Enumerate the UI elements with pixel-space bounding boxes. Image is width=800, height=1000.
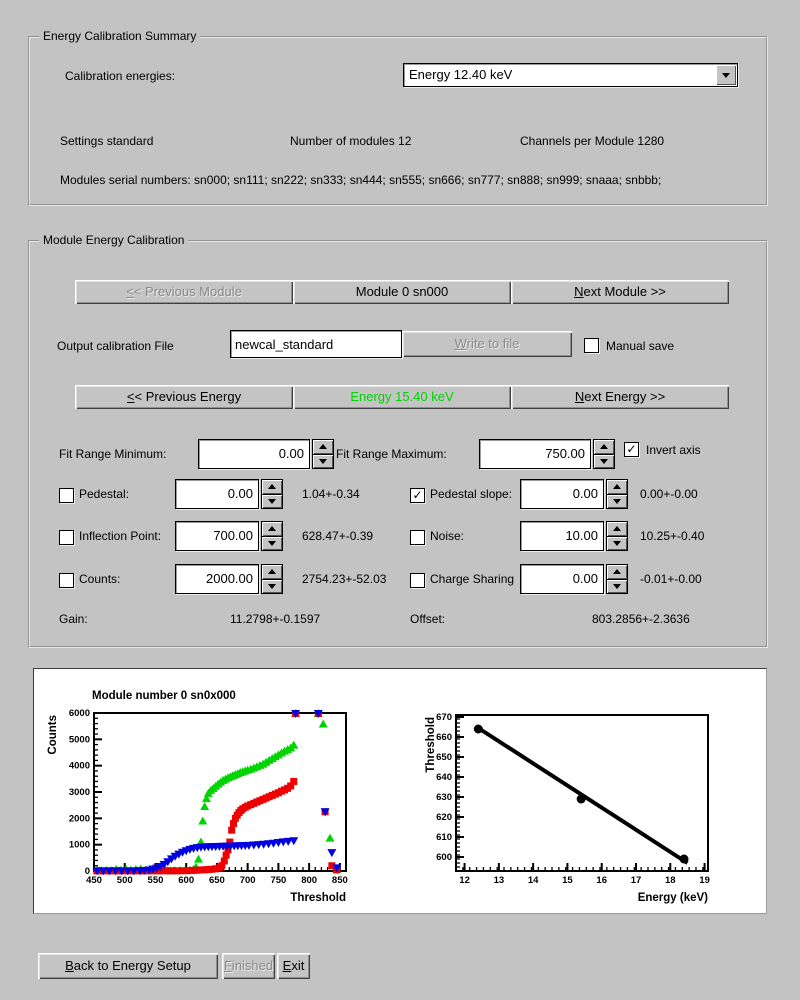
up-arrow-icon	[319, 444, 327, 449]
svg-text:620: 620	[436, 812, 452, 823]
energy-calibration-chart	[420, 679, 760, 907]
spin-value[interactable]: 0.00	[175, 479, 259, 509]
svg-text:450: 450	[86, 875, 102, 886]
svg-text:16: 16	[596, 875, 608, 886]
counts-checkbox[interactable]	[59, 573, 74, 588]
module-energy-calibration-group	[28, 233, 768, 648]
svg-text:550: 550	[147, 875, 164, 886]
svg-text:650: 650	[208, 875, 225, 886]
exit-button[interactable]: Exit	[277, 953, 310, 979]
plot-panel	[33, 668, 767, 914]
noise-label: Noise:	[430, 529, 465, 543]
down-arrow-icon	[319, 459, 327, 464]
invert-axis-label: Invert axis	[646, 443, 701, 457]
counts-label: Counts:	[79, 572, 121, 586]
next-energy-button[interactable]: Next Energy >>	[511, 385, 729, 409]
inflection-point-checkbox[interactable]	[59, 530, 74, 545]
fit-range-maximum-spinbox[interactable]	[479, 439, 615, 469]
offset-label: Offset:	[410, 612, 446, 626]
manual-save-label: Manual save	[606, 339, 675, 353]
group-title: Module Energy Calibration	[39, 233, 188, 247]
svg-text:600: 600	[178, 875, 195, 886]
spin-value[interactable]: 0.00	[520, 564, 604, 594]
svg-text:670: 670	[436, 712, 452, 723]
settings-label: Settings standard	[60, 134, 154, 148]
spin-down-button[interactable]	[593, 455, 615, 470]
spin-up-button[interactable]	[312, 439, 334, 455]
pedestal-spinbox[interactable]	[175, 479, 283, 509]
svg-text:6000: 6000	[68, 708, 90, 719]
output-file-label: Output calibration File	[57, 339, 174, 353]
spin-value[interactable]: 750.00	[479, 439, 591, 469]
svg-text:3000: 3000	[68, 787, 90, 798]
noise-fit-result: 10.25+-0.40	[640, 529, 705, 543]
svg-text:Counts: Counts	[47, 715, 59, 755]
fit-range-minimum-label: Fit Range Minimum:	[59, 447, 167, 461]
fit-range-minimum-spinbox[interactable]	[198, 439, 334, 469]
back-to-energy-setup-button[interactable]: Back to Energy Setup	[38, 953, 218, 979]
gain-label: Gain:	[59, 612, 88, 626]
serial-numbers-label: Modules serial numbers: sn000; sn111; sn222; sn333; sn444; sn555; sn666; sn777; sn888; sn999; snaaa; snbbb;	[60, 173, 662, 187]
svg-text:5000: 5000	[68, 734, 90, 746]
charge-sharing-checkbox[interactable]	[410, 573, 425, 588]
spin-up-button[interactable]	[606, 521, 628, 537]
svg-text:19: 19	[699, 875, 710, 886]
noise-checkbox[interactable]	[410, 530, 425, 545]
fit-range-maximum-label: Fit Range Maximum:	[336, 447, 447, 461]
offset-value: 803.2856+-2.3636	[592, 612, 690, 626]
up-arrow-icon	[268, 484, 276, 489]
pedestal-slope-spinbox[interactable]	[520, 479, 628, 509]
spin-down-button[interactable]	[261, 537, 283, 552]
spin-value[interactable]: 10.00	[520, 521, 604, 551]
spin-down-button[interactable]	[606, 495, 628, 510]
pedestal-slope-checkbox[interactable]: ✓	[410, 488, 425, 503]
output-file-input[interactable]	[230, 330, 402, 358]
svg-text:640: 640	[436, 772, 452, 783]
spin-value[interactable]: 0.00	[198, 439, 310, 469]
svg-text:Energy (keV): Energy (keV)	[637, 892, 708, 904]
spin-up-button[interactable]	[593, 439, 615, 455]
calibration-energies-label: Calibration energies:	[65, 69, 176, 83]
down-arrow-icon	[268, 499, 276, 504]
spin-up-button[interactable]	[261, 479, 283, 495]
up-arrow-icon	[613, 484, 621, 489]
current-energy-button[interactable]: Energy 15.40 keV	[293, 385, 511, 409]
down-arrow-icon	[600, 459, 608, 464]
svg-text:Threshold: Threshold	[425, 717, 437, 773]
threshold-scan-chart	[42, 679, 382, 907]
previous-module-button[interactable]: << Previous Module	[75, 280, 293, 304]
number-of-modules-label: Number of modules 12	[290, 134, 412, 148]
down-arrow-icon	[613, 584, 621, 589]
energy-dropdown-value: Energy 12.40 keV	[409, 67, 513, 82]
svg-text:15: 15	[562, 875, 573, 886]
svg-text:12: 12	[459, 875, 470, 886]
inflection-point-spinbox[interactable]	[175, 521, 283, 551]
gain-value: 11.2798+-0.1597	[230, 612, 321, 626]
charge-sharing-fit-result: -0.01+-0.00	[640, 572, 702, 586]
group-title: Energy Calibration Summary	[39, 29, 200, 43]
spin-value[interactable]: 700.00	[175, 521, 259, 551]
svg-text:13: 13	[493, 875, 505, 886]
counts-fit-result: 2754.23+-52.03	[302, 572, 387, 586]
energy-calibration-summary-group	[28, 29, 768, 206]
spin-up-button[interactable]	[261, 521, 283, 537]
up-arrow-icon	[613, 526, 621, 531]
invert-axis-checkbox[interactable]: ✓	[624, 442, 639, 457]
svg-text:18: 18	[664, 875, 676, 886]
current-module-button[interactable]: Module 0 sn000	[293, 280, 511, 304]
spin-up-button[interactable]	[606, 479, 628, 495]
svg-text:800: 800	[301, 875, 318, 886]
svg-text:850: 850	[331, 875, 348, 886]
dropdown-button[interactable]	[716, 65, 736, 85]
spin-down-button[interactable]	[312, 455, 334, 470]
svg-text:600: 600	[436, 852, 452, 863]
svg-text:0: 0	[84, 866, 90, 877]
up-arrow-icon	[268, 526, 276, 531]
spin-value[interactable]: 0.00	[520, 479, 604, 509]
svg-text:4000: 4000	[68, 760, 90, 772]
pedestal-slope-fit-result: 0.00+-0.00	[640, 487, 698, 501]
pedestal-fit-result: 1.04+-0.34	[302, 487, 360, 501]
inflection-point-label: Inflection Point:	[79, 529, 162, 543]
down-arrow-icon	[613, 541, 621, 546]
up-arrow-icon	[613, 569, 621, 574]
spin-down-button[interactable]	[606, 537, 628, 552]
svg-text:2000: 2000	[68, 813, 90, 825]
down-arrow-icon	[268, 541, 276, 546]
up-arrow-icon	[268, 569, 276, 574]
energy-dropdown[interactable]	[403, 63, 738, 87]
charge-sharing-label: Charge Sharing	[430, 572, 515, 586]
counts-spinbox[interactable]	[175, 564, 283, 594]
svg-text:700: 700	[239, 875, 256, 886]
pedestal-checkbox[interactable]	[59, 488, 74, 503]
down-arrow-icon	[268, 584, 276, 589]
svg-text:630: 630	[436, 792, 452, 803]
write-to-file-button[interactable]: Write to file	[402, 331, 572, 357]
svg-text:610: 610	[436, 832, 452, 843]
finished-button[interactable]: Finished	[222, 953, 275, 979]
svg-text:14: 14	[527, 875, 539, 886]
svg-text:1000: 1000	[68, 839, 90, 851]
svg-text:Module number 0 sn0x000: Module number 0 sn0x000	[92, 690, 236, 702]
svg-text:Threshold: Threshold	[290, 892, 346, 904]
svg-text:650: 650	[436, 752, 452, 763]
pedestal-label: Pedestal:	[79, 487, 130, 501]
channels-per-module-label: Channels per Module 1280	[520, 134, 665, 148]
svg-text:750: 750	[270, 875, 287, 886]
chevron-down-icon	[722, 73, 730, 78]
spin-down-button[interactable]	[606, 580, 628, 595]
spin-down-button[interactable]	[261, 580, 283, 595]
next-module-button[interactable]: Next Module >>	[511, 280, 729, 304]
spin-down-button[interactable]	[261, 495, 283, 510]
noise-spinbox[interactable]	[520, 521, 628, 551]
up-arrow-icon	[600, 444, 608, 449]
spin-value[interactable]: 2000.00	[175, 564, 259, 594]
pedestal-slope-label: Pedestal slope:	[430, 487, 513, 501]
svg-text:500: 500	[116, 875, 133, 886]
previous-energy-button[interactable]: << Previous Energy	[75, 385, 293, 409]
svg-text:660: 660	[436, 732, 452, 743]
charge-sharing-spinbox[interactable]	[520, 564, 628, 594]
manual-save-checkbox[interactable]	[584, 338, 599, 353]
down-arrow-icon	[613, 499, 621, 504]
inflection-point-fit-result: 628.47+-0.39	[302, 529, 374, 543]
svg-text:17: 17	[630, 875, 642, 886]
spin-up-button[interactable]	[606, 564, 628, 580]
spin-up-button[interactable]	[261, 564, 283, 580]
